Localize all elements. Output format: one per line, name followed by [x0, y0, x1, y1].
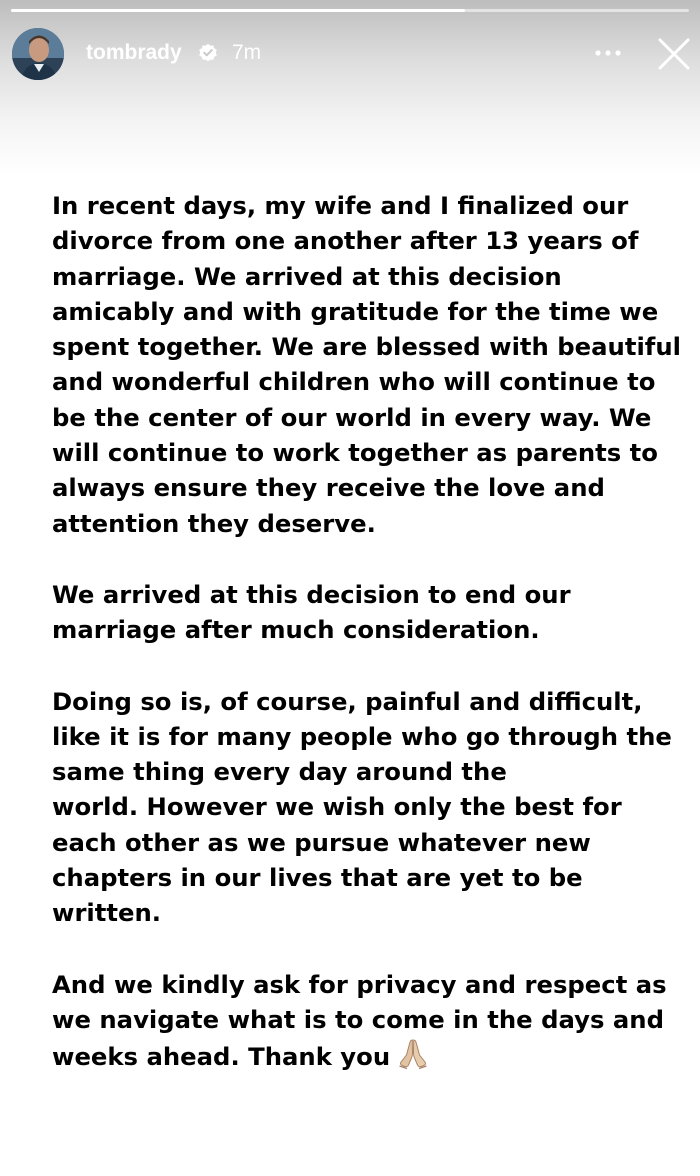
- message-line: marriage. We arrived at this decision: [52, 261, 562, 291]
- message-line: divorce from one another after 13 years of: [52, 226, 639, 256]
- message-line: In recent days, my wife and I finalized our: [52, 191, 629, 220]
- story-timestamp: 7m: [232, 41, 262, 64]
- story-text-content: [52, 188, 682, 1117]
- message-line: We arrived at this decision to end our: [52, 579, 571, 609]
- avatar[interactable]: [12, 28, 64, 80]
- story-progress-fill: [11, 9, 465, 12]
- story-header: [0, 24, 700, 84]
- story-progress-bar: [11, 9, 689, 12]
- message-paragraph: [52, 577, 682, 648]
- message-line: spent together. We are blessed with beautiful: [52, 332, 681, 362]
- message-line: each other as we pursue whatever new: [52, 827, 591, 857]
- message-line: world. However we wish only the best for: [52, 792, 622, 822]
- story-username[interactable]: tombrady: [86, 41, 182, 64]
- message-paragraph: [52, 684, 682, 931]
- message-line: will continue to work together as parents to: [52, 438, 658, 468]
- message-line-wrapper: [52, 1037, 682, 1080]
- more-horizontal-icon: [594, 49, 622, 57]
- message-paragraph: [52, 188, 682, 541]
- message-line: we navigate what is to come in the days and: [52, 1004, 664, 1034]
- message-line: weeks ahead. Thank you: [52, 1042, 391, 1072]
- message-line: and wonderful children who will continue to: [52, 367, 656, 397]
- message-paragraph: [52, 967, 682, 1081]
- message-line: always ensure they receive the love and: [52, 473, 605, 503]
- message-line: attention they deserve.: [52, 508, 376, 538]
- message-line: amicably and with gratitude for the time we: [52, 296, 659, 326]
- close-button[interactable]: [652, 32, 696, 76]
- message-line: chapters in our lives that are yet to be: [52, 863, 583, 893]
- verified-badge-icon: [198, 43, 218, 63]
- avatar-image: [12, 28, 64, 80]
- message-line: And we kindly ask for privacy and respect as: [52, 969, 667, 999]
- message-line: same thing every day around the: [52, 757, 507, 787]
- more-options-button[interactable]: [588, 38, 628, 68]
- message-line: marriage after much consideration.: [52, 615, 540, 645]
- message-line: be the center of our world in every way. We: [52, 402, 652, 432]
- close-icon: [657, 37, 691, 71]
- folded-hands-emoji-icon: [396, 1037, 430, 1080]
- message-line: like it is for many people who go through the: [52, 721, 672, 751]
- message-line: Doing so is, of course, painful and difficult,: [52, 686, 643, 716]
- message-line: written.: [52, 898, 161, 928]
